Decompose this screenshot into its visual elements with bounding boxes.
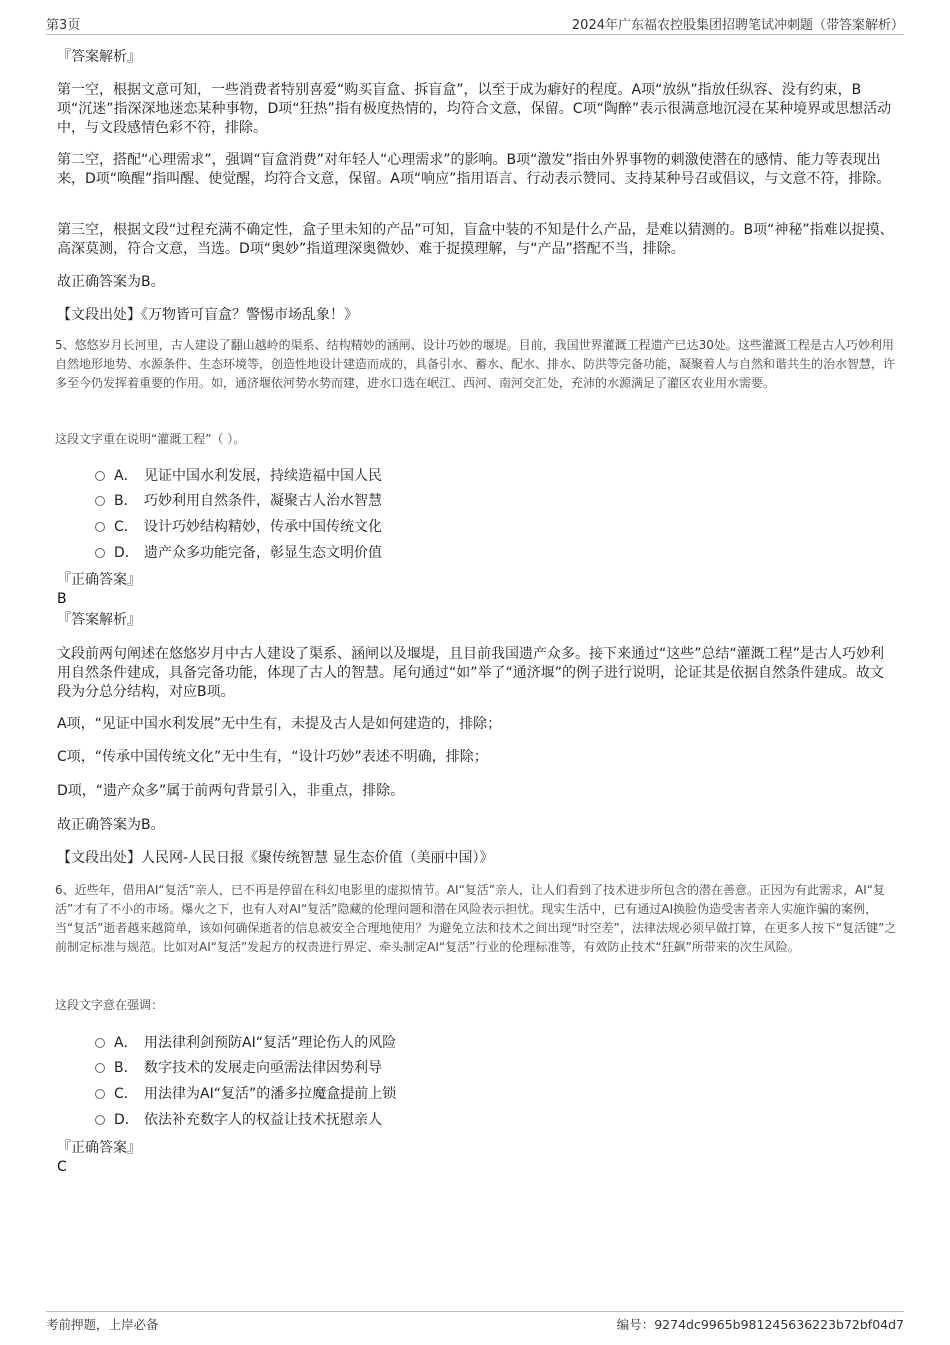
q4-conclusion: 故正确答案为B。 — [57, 274, 165, 290]
q4-source: 【文段出处】《万物皆可盲盒？警惕市场乱象！》 — [57, 307, 358, 323]
q6-answer-label: 『正确答案』 — [57, 1140, 141, 1156]
option-key: C． — [114, 1086, 138, 1102]
radio-icon[interactable] — [95, 471, 105, 481]
option-key: D． — [114, 1112, 139, 1128]
option-key: A． — [114, 1035, 138, 1051]
q6-option-c[interactable] — [95, 1084, 396, 1104]
q5-conclusion: 故正确答案为B。 — [57, 817, 165, 833]
option-text: 见证中国水利发展，持续造福中国人民 — [144, 468, 382, 484]
q6-stem: 这段文字意在强调： — [55, 998, 164, 1012]
q6-option-b[interactable] — [95, 1058, 382, 1078]
footer-code: 编号：9274dc9965b981245636223b72bf04d7 — [616, 1317, 904, 1332]
q5-analysis-para-4: D项，“遗产众多”属于前两句背景引入，非重点，排除。 — [57, 783, 405, 799]
option-text: 遗产众多功能完备，彰显生态文明价值 — [144, 545, 382, 561]
option-text: 数字技术的发展走向亟需法律因势利导 — [144, 1060, 382, 1076]
option-key: B． — [114, 493, 138, 509]
q5-option-c[interactable] — [95, 517, 382, 537]
q4-analysis-label: 『答案解析』 — [57, 49, 141, 65]
radio-icon[interactable] — [95, 1115, 105, 1125]
q6-option-d[interactable] — [95, 1110, 382, 1130]
radio-icon[interactable] — [95, 496, 105, 506]
radio-icon[interactable] — [95, 522, 105, 532]
q6-answer: C — [57, 1159, 67, 1175]
option-key: B． — [114, 1060, 138, 1076]
page-header — [46, 14, 904, 35]
option-text: 设计巧妙结构精妙，传承中国传统文化 — [144, 519, 382, 535]
q5-analysis-para-3: C项，“传承中国传统文化”无中生有，“设计巧妙”表述不明确，排除； — [57, 749, 488, 765]
radio-icon[interactable] — [95, 548, 105, 558]
option-text: 用法律为AI“复活”的潘多拉魔盒提前上锁 — [144, 1086, 397, 1102]
q5-passage: 5、悠悠岁月长河里，古人建设了翻山越岭的渠系、结构精妙的涵闸、设计巧妙的堰堤。目前，我国世界灌溉工程遗产已达30处。这些灌溉工程是古人巧妙利用自然地形地势、水源条件、生态环境等，创造性地设计建造而成的，具备引水、蓄水、配水、排水、防洪等完备功能，凝聚着人与自然和谐共生的治水智慧，许多至今仍发挥着重要的作用。如，通济堰依河势水势而建，进水口选在岷江、西河、南河交汇处，充沛的水源满足了灌区农业用水需要。 — [55, 338, 896, 390]
radio-icon[interactable] — [95, 1063, 105, 1073]
option-key: C． — [114, 519, 138, 535]
option-text: 依法补充数字人的权益让技术抚慰亲人 — [144, 1112, 382, 1128]
q4-analysis-para-3: 第三空，根据文段“过程充满不确定性，盒子里未知的产品”可知，盲盒中装的不知是什么产品，是难以猜测的。B项“神秘”指难以捉摸、高深莫测，符合文意，当选。D项“奥妙”指道理深奥微妙、难于捉摸理解，与“产品”搭配不当，排除。 — [57, 222, 894, 257]
q5-option-a[interactable] — [95, 466, 382, 486]
q6-option-a[interactable] — [95, 1033, 396, 1053]
radio-icon[interactable] — [95, 1038, 105, 1048]
q5-stem: 这段文字重在说明“灌溉工程”（ ）。 — [55, 432, 246, 446]
footer-slogan: 考前押题，上岸必备 — [46, 1317, 159, 1332]
q4-analysis-para-2: 第二空，搭配“心理需求”，强调“盲盒消费”对年轻人“心理需求”的影响。B项“激发”指由外界事物的刺激使潜在的感情、能力等表现出来，D项“唤醒”指叫醒、使觉醒，均符合文意，保留。A项“响应”指用语言、行动表示赞同、支持某种号召或倡议，与文意不符，排除。 — [57, 152, 891, 187]
q5-option-d[interactable] — [95, 543, 382, 563]
q6-passage: 6、近些年，借用AI“复活”亲人，已不再是停留在科幻电影里的虚拟情节。AI“复活”亲人，让人们看到了技术进步所包含的潜在善意。正因为有此需求，AI“复活”才有了不小的市场。爆火之下，也有人对AI“复活”隐藏的伦理问题和潜在风险表示担忧。现实生活中，已有通过AI换脸伪造受害者亲人实施诈骗的案例，当“复活”逝者越来越简单，该如何确保逝者的信息被安全合理地使用？为避免立法和技术之间出现“时空差”，法律法规必须早做打算，在更多人按下“复活键”之前制定标准与规范。比如对AI“复活”发起方的权责进行界定、牵头制定AI“复活”行业的伦理标准等，有效防止技术“狂飙”所带来的次生风险。 — [55, 883, 897, 954]
q5-analysis-label: 『答案解析』 — [57, 612, 141, 628]
option-text: 巧妙利用自然条件，凝聚古人治水智慧 — [144, 493, 382, 509]
option-key: D． — [114, 545, 139, 561]
q5-option-b[interactable] — [95, 491, 382, 511]
q5-analysis-para-1: 文段前两句阐述在悠悠岁月中古人建设了渠系、涵闸以及堰堤，且目前我国遗产众多。接下来通过“这些”总结“灌溉工程”是古人巧妙利用自然条件建成，具备完备功能，体现了古人的智慧。尾句通过“如”举了“通济堰”的例子进行说明，论证其是依据自然条件建成。故文段为分总分结构，对应B项。 — [57, 646, 885, 700]
q5-source: 【文段出处】人民网-人民日报《聚传统智慧 显生态价值（美丽中国）》 — [57, 850, 494, 866]
q5-answer: B — [57, 591, 67, 607]
radio-icon[interactable] — [95, 1089, 105, 1099]
page-number: 第3页 — [46, 18, 81, 33]
document-title: 2024年广东福农控股集团招聘笔试冲刺题（带答案解析） — [571, 18, 904, 33]
option-text: 用法律利剑预防AI“复活”理论伤人的风险 — [144, 1035, 397, 1051]
page-footer — [46, 1311, 904, 1337]
q5-analysis-para-2: A项，“见证中国水利发展”无中生有，未提及古人是如何建造的，排除； — [57, 716, 502, 732]
q4-analysis-para-1: 第一空，根据文意可知，一些消费者特别喜爱“购买盲盒、拆盲盒”，以至于成为癖好的程度。A项“放纵”指放任纵容、没有约束，B项“沉迷”指深深地迷恋某种事物，D项“狂热”指有极度热情的，均符合文意，保留。C项“陶醉”表示很满意地沉浸在某种境界或思想活动中，与文段感情色彩不符，排除。 — [57, 82, 892, 136]
q5-answer-label: 『正确答案』 — [57, 572, 141, 588]
option-key: A． — [114, 468, 138, 484]
